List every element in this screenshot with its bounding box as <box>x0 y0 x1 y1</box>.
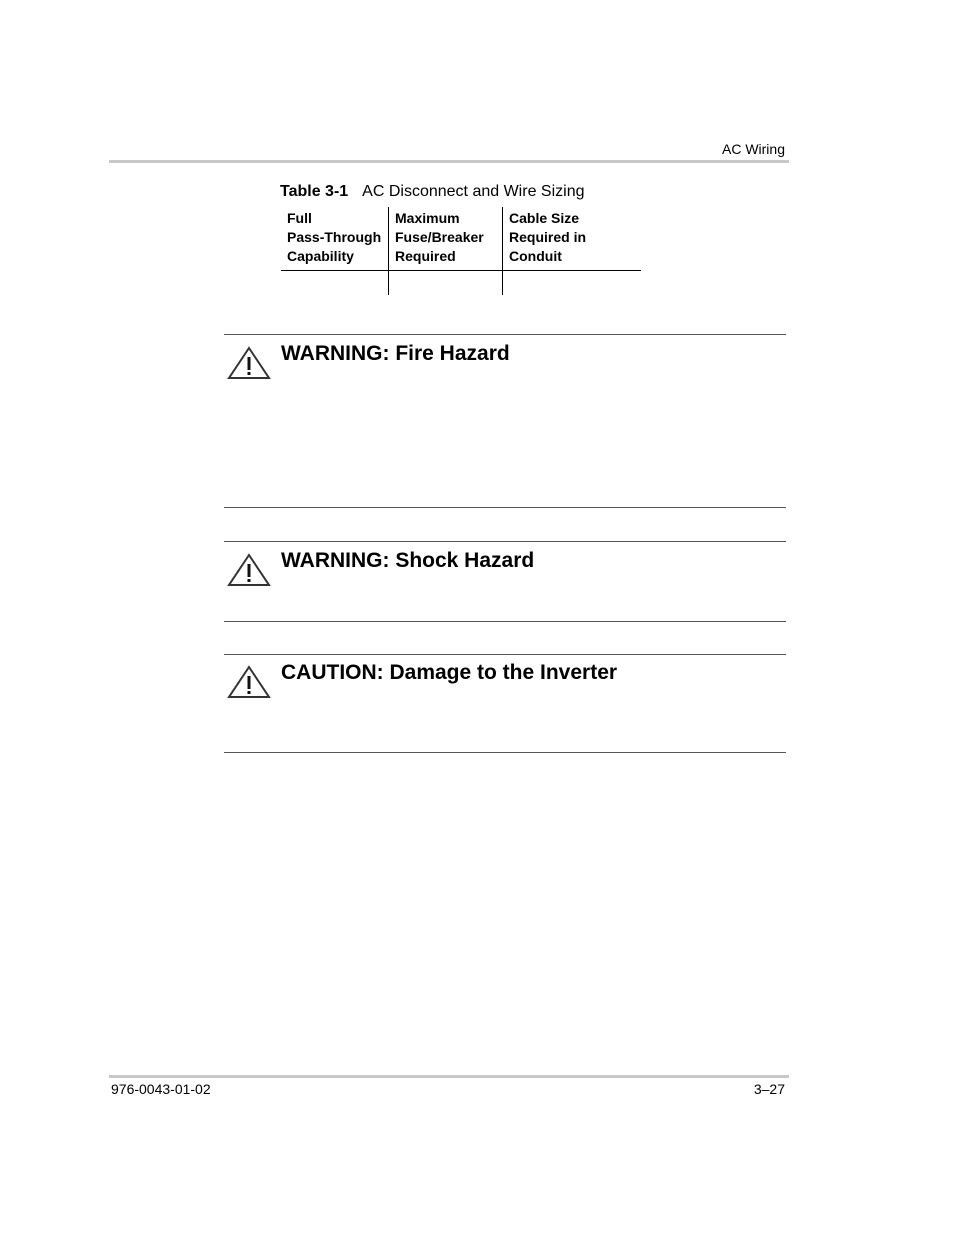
header-line: Pass-Through <box>287 229 382 245</box>
warning-triangle-icon <box>227 665 271 699</box>
running-header: AC Wiring <box>721 141 785 157</box>
admonition-bottom-rule <box>224 621 786 622</box>
admonition-top-rule <box>224 541 786 542</box>
header-line: Capability <box>287 248 354 264</box>
footer-rule <box>109 1075 789 1078</box>
column-header-cable-size <box>509 209 586 266</box>
header-line: Required in <box>509 229 587 245</box>
admonition-title-shock-hazard: WARNING: Shock Hazard <box>281 549 535 572</box>
header-line: Conduit <box>509 248 562 264</box>
header-line: Fuse/Breaker <box>395 229 484 245</box>
sizing-table <box>281 207 641 295</box>
column-header-max-fuse <box>395 209 484 266</box>
header-rule <box>109 160 789 163</box>
admonition-bottom-rule <box>224 752 786 753</box>
header-line: Full <box>287 210 312 226</box>
warning-triangle-icon <box>227 553 271 587</box>
header-line: Required <box>395 248 456 264</box>
column-header-full-pass-through <box>287 209 381 266</box>
page-number: 3–27 <box>753 1081 785 1097</box>
header-line: Cable Size <box>509 210 580 226</box>
table-header-rule <box>281 270 641 271</box>
admonition-top-rule <box>224 334 786 335</box>
column-divider <box>388 207 389 295</box>
table-title: AC Disconnect and Wire Sizing <box>362 183 585 200</box>
header-line: Maximum <box>395 210 460 226</box>
table-caption <box>280 182 584 202</box>
column-divider <box>502 207 503 295</box>
admonition-title-inverter-damage: CAUTION: Damage to the Inverter <box>281 661 618 684</box>
document-number: 976-0043-01-02 <box>111 1081 211 1097</box>
admonition-top-rule <box>224 654 786 655</box>
table-number: Table 3-1 <box>280 183 349 200</box>
warning-triangle-icon <box>227 346 271 380</box>
admonition-bottom-rule <box>224 507 786 508</box>
admonition-title-fire-hazard: WARNING: Fire Hazard <box>281 342 510 365</box>
